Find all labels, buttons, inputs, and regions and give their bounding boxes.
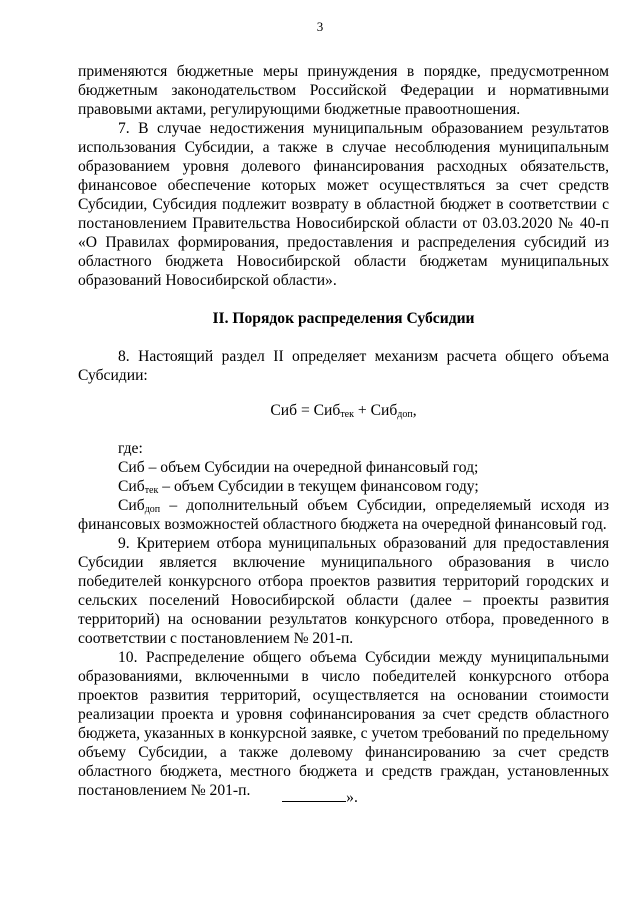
formula-tail: ,	[412, 402, 417, 419]
definition-sib-dop: Сиб$_{доп}$ – дополнительный объем Субсидии, определяемый исходя из финансовых возможностей областного бюджета на очередной финансовый год.	[78, 497, 609, 533]
formula-sub-tek: тек	[340, 409, 354, 420]
closing-line	[0, 788, 640, 807]
paragraph-continuation: применяются бюджетные меры принуждения в порядке, предусмотренном бюджетным законодательством Российской Федерации и нормативными правовыми актами, регулирующими бюджетные правоотношения.	[78, 63, 609, 118]
where-label: где:	[118, 440, 143, 457]
document-body	[78, 62, 609, 800]
formula-sub-dop: доп	[397, 409, 413, 420]
paragraph-9: 9. Критерием отбора муниципальных образований для предоставления Субсидии является включение муниципального образования в число победителей конкурсного отбора проектов развития территорий городских и сельских поселений Новосибирской области (далее – проекты развития территорий) на основании результатов конкурсного отбора, проведенного в соответствии с постановлением № 201-п.	[78, 535, 609, 647]
page-number: 3	[316, 19, 324, 34]
formula-lhs: Сиб = Сиб	[270, 402, 341, 419]
paragraph-10: 10. Распределение общего объема Субсидии между муниципальными образованиями, включенными в число победителей конкурсного отбора проектов развития территорий, осуществляется на основании стоимости реализации проекта и уровня софинансирования за счет средств областного бюджета, указанных в конкурсной заявке, с учетом требований по предельному объему Субсидии, а также долевому финансированию за счет средств областного бюджета, местного бюджета и средств граждан, установленных постановлением № 201-п.	[78, 649, 609, 799]
formula	[78, 401, 609, 420]
blank-rule	[282, 788, 346, 802]
section-heading: II. Порядок распределения Субсидии	[212, 310, 475, 327]
paragraph-8: 8. Настоящий раздел II определяет механизм расчета общего объема Субсидии:	[78, 348, 609, 384]
definition-sib-tek: Сиб$_{тек}$ – объем Субсидии в текущем финансовом году;	[118, 478, 479, 496]
formula-plus: + Сиб	[353, 402, 398, 419]
closing-mark: ».	[346, 789, 358, 806]
definition-sib: Сиб – объем Субсидии на очередной финансовый год;	[118, 459, 479, 476]
paragraph-7: 7. В случае недостижения муниципальным образованием результатов использования Субсидии, а также в случае несоблюдения муниципальным образованием уровня долевого финансирования расходных обязательств, финансовое обеспечение которых может осуществляться за счет средств Субсидии, Субсидия подлежит возврату в областной бюджет в соответствии с постановлением Правительства Новосибирской области от 03.03.2020 № 40-п «О Правилах формирования, предоставления и распределения субсидий из областного бюджета Новосибирской области бюджетам муниципальных образований Новосибирской области».	[78, 120, 609, 289]
